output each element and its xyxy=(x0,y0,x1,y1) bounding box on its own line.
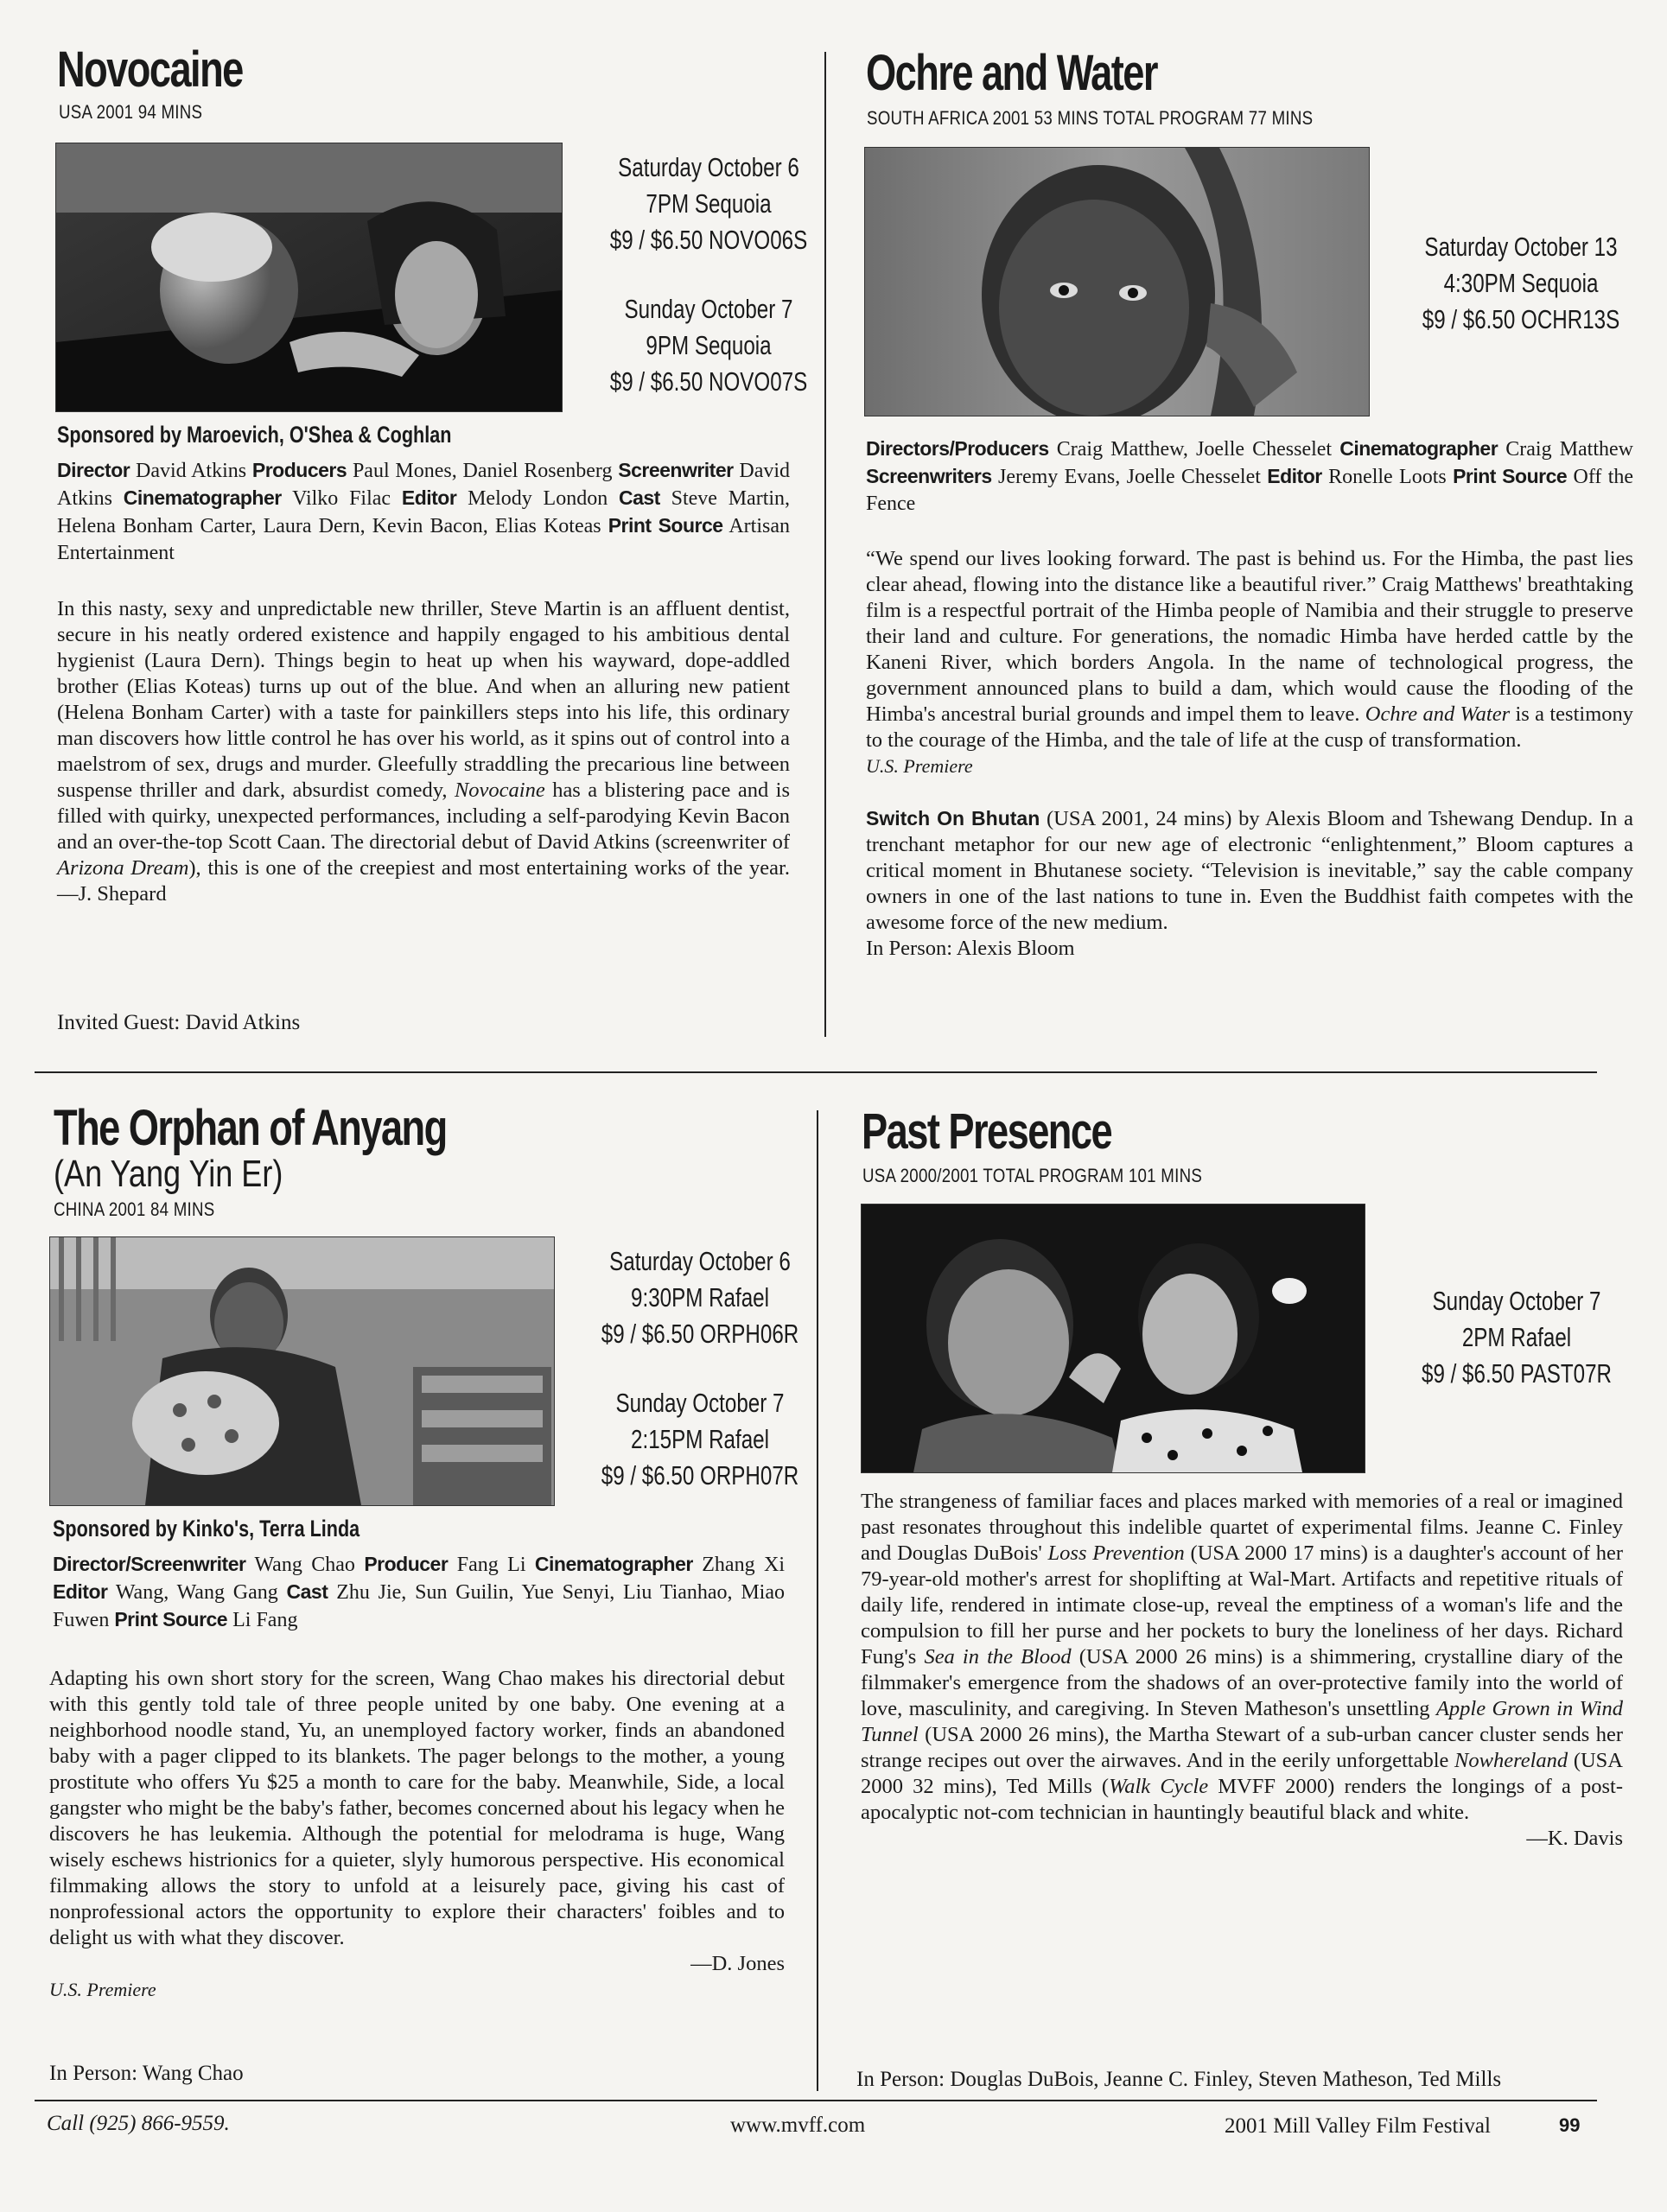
film-meta: CHINA 2001 84 MINS xyxy=(54,1198,215,1220)
credit-names: Craig Matthew, Joelle Chesselet xyxy=(1056,438,1333,461)
credit-role: Director xyxy=(57,459,130,481)
film-reference: Loss Prevention xyxy=(1047,1541,1185,1565)
credit-role: Director/Screenwriter xyxy=(53,1553,246,1575)
synopsis xyxy=(866,546,1633,962)
schedule-day: Saturday October 6 xyxy=(609,1246,791,1276)
credit-names: Vilko Filac xyxy=(292,487,391,510)
credit-role: Producers xyxy=(251,459,347,481)
film-still xyxy=(861,1204,1365,1473)
schedule-price: $9 / $6.50 ORPH06R xyxy=(601,1319,799,1349)
credits xyxy=(57,457,790,567)
credit-names: Steve Martin, Helena Bonham Carter, Laura Dern, Kevin Bacon, Elias Koteas xyxy=(57,487,791,537)
film-title: Novocaine xyxy=(57,41,243,98)
credit-names: Li Fang xyxy=(232,1609,298,1631)
credit-names: Zhang Xi xyxy=(702,1554,785,1576)
premiere-note: U.S. Premiere xyxy=(866,755,973,777)
film-meta: SOUTH AFRICA 2001 53 MINS TOTAL PROGRAM 77 MINS xyxy=(867,107,1314,129)
schedule-price: $9 / $6.50 ORPH07R xyxy=(601,1460,799,1491)
footer-divider xyxy=(35,2100,1597,2101)
synopsis xyxy=(861,1489,1623,1852)
credit-role: Editor xyxy=(1267,465,1322,487)
credit-names: Fang Li xyxy=(456,1554,526,1576)
synopsis-text: The strangeness of familiar faces and places marked with memories of a real or imagined past resonates throughout this indelible quartet of experimental films. Jeanne C. Finley and Douglas DuBois' xyxy=(861,1490,1623,1565)
schedule-item xyxy=(588,149,830,258)
in-person: In Person: Douglas DuBois, Jeanne C. Finley, Steven Matheson, Ted Mills xyxy=(856,2068,1502,2091)
schedule-item xyxy=(579,1385,822,1494)
schedule-item xyxy=(579,1243,822,1352)
premiere-note: U.S. Premiere xyxy=(49,1979,156,2000)
schedule-day: Saturday October 6 xyxy=(618,152,799,182)
footer-url[interactable]: www.mvff.com xyxy=(730,2113,866,2137)
film-ochre-and-water xyxy=(830,0,1667,1063)
synopsis xyxy=(57,596,790,907)
credit-role: Cast xyxy=(286,1580,328,1603)
reviewer-signature: —K. Davis xyxy=(1526,1827,1623,1850)
sponsor-line: Sponsored by Kinko's, Terra Linda xyxy=(53,1516,360,1541)
credit-names: Paul Mones, Daniel Rosenberg xyxy=(352,460,613,482)
film-past-presence xyxy=(830,1076,1667,2108)
schedule-day: Sunday October 7 xyxy=(1432,1286,1601,1316)
in-person: In Person: Alexis Bloom xyxy=(866,937,1075,960)
film-orphan-of-anyang xyxy=(0,1076,830,2108)
schedule-time: 7PM Sequoia xyxy=(646,188,772,219)
short-film-text: (USA 2001, 24 mins) by Alexis Bloom and Tshewang Dendup. In a trenchant metaphor for our new age of electronic “enlightenment,” Bloom captures a critical moment in Bhutanese society. “Television is inevitable,” say the cable company owners in one of the last nations to tune in. Even the Buddhist faith competes with the awesome force of the new medium. xyxy=(866,807,1633,934)
schedule-price: $9 / $6.50 PAST07R xyxy=(1421,1358,1612,1389)
film-still-image xyxy=(865,148,1369,416)
synopsis-text: MVFF 2000) renders the longings of a post-apocalyptic not-com technician in hauntingly beautiful black and white. xyxy=(861,1775,1623,1824)
credit-names: Jeremy Evans, Joelle Chesselet xyxy=(997,466,1261,488)
film-reference: Apple Grown in Wind Tunnel xyxy=(861,1697,1624,1746)
synopsis-text: (USA 2000 26 mins), the Martha Stewart of a sub-urban cancer cluster sends her strange recipes out over the airwaves. And in the eerily unforgettable xyxy=(861,1723,1624,1772)
synopsis-text: ), this is one of the creepiest and most entertaining works of the year.—J. Shepard xyxy=(57,856,790,906)
credit-names: Craig Matthew xyxy=(1505,438,1634,461)
schedule-price: $9 / $6.50 NOVO06S xyxy=(609,225,808,255)
film-reference: Sea in the Blood xyxy=(924,1645,1072,1669)
film-still-image xyxy=(50,1237,554,1505)
schedule-time: 9:30PM Rafael xyxy=(631,1282,769,1313)
credit-names: Melody London xyxy=(468,487,608,510)
synopsis-text: (USA 2000 17 mins) is a daughter's account of her 79-year-old mother's arrest for shoplifting at Wal-Mart. Artifacts and repetitive rituals of daily life, rendered in intimate close-up, reveal the emptiness of a woman's life and the compulsion to fill her purse and her pockets to bury the loneliness of her days. Richard Fung's xyxy=(861,1541,1623,1669)
film-subtitle: (An Yang Yin Er) xyxy=(54,1153,283,1195)
film-reference: Arizona Dream xyxy=(57,856,189,880)
film-still-image xyxy=(56,143,562,411)
schedule-item xyxy=(588,291,830,400)
credit-role: Print Source xyxy=(114,1608,228,1630)
schedule-day: Sunday October 7 xyxy=(624,294,793,324)
synopsis-text: In this nasty, sexy and unpredictable new thriller, Steve Martin is an affluent dentist, secure in his neatly ordered existence and happily engaged to his ambitious dental hygienist (Laura Dern). Things begin to heat up when his wayward, dope-addled brother (Elias Koteas) turns up out of the blue. And when an alluring new patient (Helena Bonham Carter) with a taste for painkillers steps into his life, this ordinary man discovers how little control he has over his world, as it spins out of control into a maelstrom of sex, drugs and murder. Gleefully straddling the precarious line between suspense thriller and dark, absurdist comedy, xyxy=(57,597,790,802)
synopsis-text: (USA 2000 26 mins) is a shimmering, crystalline diary of the filmmaker's emergence from the shadows of an over-protective family into the world of love, masculinity, and caregiving. In Steven Matheson's unsettling xyxy=(861,1645,1624,1720)
credit-names: Ronelle Loots xyxy=(1328,466,1447,488)
credit-names: David Atkins xyxy=(57,460,791,510)
synopsis-text: has a blistering pace and is filled with quirky, unexpected performances, including a self-parodying Kevin Bacon and an over-the-top Scott Caan. The directorial debut of David Atkins (screenwriter of xyxy=(57,779,791,854)
film-still xyxy=(864,147,1370,416)
credit-names: Wang, Wang Gang xyxy=(115,1581,278,1604)
credit-role: Editor xyxy=(53,1580,108,1603)
film-reference: Nowhereland xyxy=(1454,1749,1568,1772)
credit-names: Wang Chao xyxy=(254,1554,355,1576)
schedule-day: Saturday October 13 xyxy=(1424,232,1618,262)
film-meta: USA 2000/2001 TOTAL PROGRAM 101 MINS xyxy=(862,1165,1203,1186)
credit-role: Directors/Producers xyxy=(866,437,1049,460)
film-still xyxy=(55,143,563,412)
invited-guest: Invited Guest: David Atkins xyxy=(57,1011,301,1034)
film-reference: Ochre and Water xyxy=(1365,702,1511,726)
schedule xyxy=(579,1243,822,1527)
footer-festival: 2001 Mill Valley Film Festival xyxy=(1225,2114,1491,2138)
credit-role: Cast xyxy=(618,486,660,509)
schedule-price: $9 / $6.50 OCHR13S xyxy=(1422,304,1620,334)
column-divider-top xyxy=(824,52,826,1037)
page-number: 99 xyxy=(1559,2114,1581,2136)
film-novocaine xyxy=(0,0,830,1063)
film-reference: Walk Cycle xyxy=(1109,1775,1209,1798)
credit-names: David Atkins xyxy=(135,460,247,482)
credit-role: Producer xyxy=(364,1553,449,1575)
film-reference: Novocaine xyxy=(454,779,545,802)
schedule xyxy=(588,149,830,433)
credit-role: Cinematographer xyxy=(534,1553,693,1575)
row-divider xyxy=(35,1071,1597,1073)
film-title: Past Presence xyxy=(862,1103,1112,1160)
synopsis-text: “We spend our lives looking forward. The past is behind us. For the Himba, the past lies clear ahead, flowing into the distance like a beautiful river.” Craig Matthews' breathtaking film is a respectful portrait of the Himba people of Namibia and their struggle to preserve their land and culture. For generations, the nomadic Himba have herded cattle by the Kaneni River, which borders Angola. In the name of technological progress, the government announced plans to build a dam, which would cause the flooding of the Himba's ancestral burial grounds and impel them to leave. xyxy=(866,547,1633,726)
reviewer-signature: —D. Jones xyxy=(690,1952,785,1975)
schedule-time: 9PM Sequoia xyxy=(646,330,772,360)
in-person: In Person: Wang Chao xyxy=(49,2062,244,2085)
credit-role: Cinematographer xyxy=(123,486,282,509)
schedule-item xyxy=(1396,1283,1638,1392)
schedule-item xyxy=(1400,229,1643,338)
schedule-time: 4:30PM Sequoia xyxy=(1443,268,1599,298)
credit-names: Off the Fence xyxy=(866,466,1634,515)
credit-role: Print Source xyxy=(608,514,723,537)
film-still-image xyxy=(862,1205,1365,1472)
short-film-title: Switch On Bhutan xyxy=(866,807,1040,830)
schedule-day: Sunday October 7 xyxy=(615,1388,785,1418)
synopsis-text: Adapting his own short story for the screen, Wang Chao makes his directorial debut with this gently told tale of three people united by one baby. One evening at a neighborhood noodle stand, Yu, an unemployed factory worker, finds an abandoned baby with a pager clipped to its blankets. The pager belongs to the mother, a young prostitute who offers Yu $25 a month to care for the baby. Meanwhile, Side, a local gangster who might be the baby's father, becomes concerned about his legacy when he discovers he has leukemia. Although the potential for melodrama is huge, Wang wisely eschews histrionics for a quieter, slyly humorous perspective. His economical filmmaking allows the story to unfold at a leisurely pace, giving his cast of nonprofessional actors the opportunity to explore their characters' foibles and to delight us with what they discover. xyxy=(49,1667,785,1949)
synopsis xyxy=(49,1666,785,2003)
credit-role: Cinematographer xyxy=(1339,437,1498,460)
credit-role: Editor xyxy=(401,486,457,509)
schedule-price: $9 / $6.50 NOVO07S xyxy=(609,366,808,397)
credit-role: Print Source xyxy=(1453,465,1568,487)
credit-role: Screenwriters xyxy=(866,465,992,487)
footer-phone: Call (925) 866-9559. xyxy=(47,2112,230,2135)
synopsis-text: is a testimony to the courage of the Himba, and the tale of life at the cusp of transformation. xyxy=(866,702,1634,752)
sponsor-line: Sponsored by Maroevich, O'Shea & Coghlan xyxy=(57,422,452,448)
column-divider-bottom xyxy=(817,1110,818,2091)
schedule-time: 2PM Rafael xyxy=(1461,1322,1572,1352)
credits xyxy=(53,1551,785,1634)
schedule xyxy=(1396,1283,1638,1425)
synopsis-text: (USA 2000 32 mins), Ted Mills ( xyxy=(861,1749,1623,1798)
schedule-time: 2:15PM Rafael xyxy=(631,1424,769,1454)
credit-names: Artisan Entertainment xyxy=(57,515,790,564)
schedule xyxy=(1400,229,1643,371)
film-title: Ochre and Water xyxy=(866,45,1157,101)
film-still xyxy=(49,1236,555,1506)
credit-role: Screenwriter xyxy=(618,459,734,481)
film-title: The Orphan of Anyang xyxy=(54,1100,447,1156)
film-meta: USA 2001 94 MINS xyxy=(59,101,203,123)
credit-names: Zhu Jie, Sun Guilin, Yue Senyi, Liu Tianhao, Miao Fuwen xyxy=(53,1581,785,1631)
credits xyxy=(866,435,1633,518)
